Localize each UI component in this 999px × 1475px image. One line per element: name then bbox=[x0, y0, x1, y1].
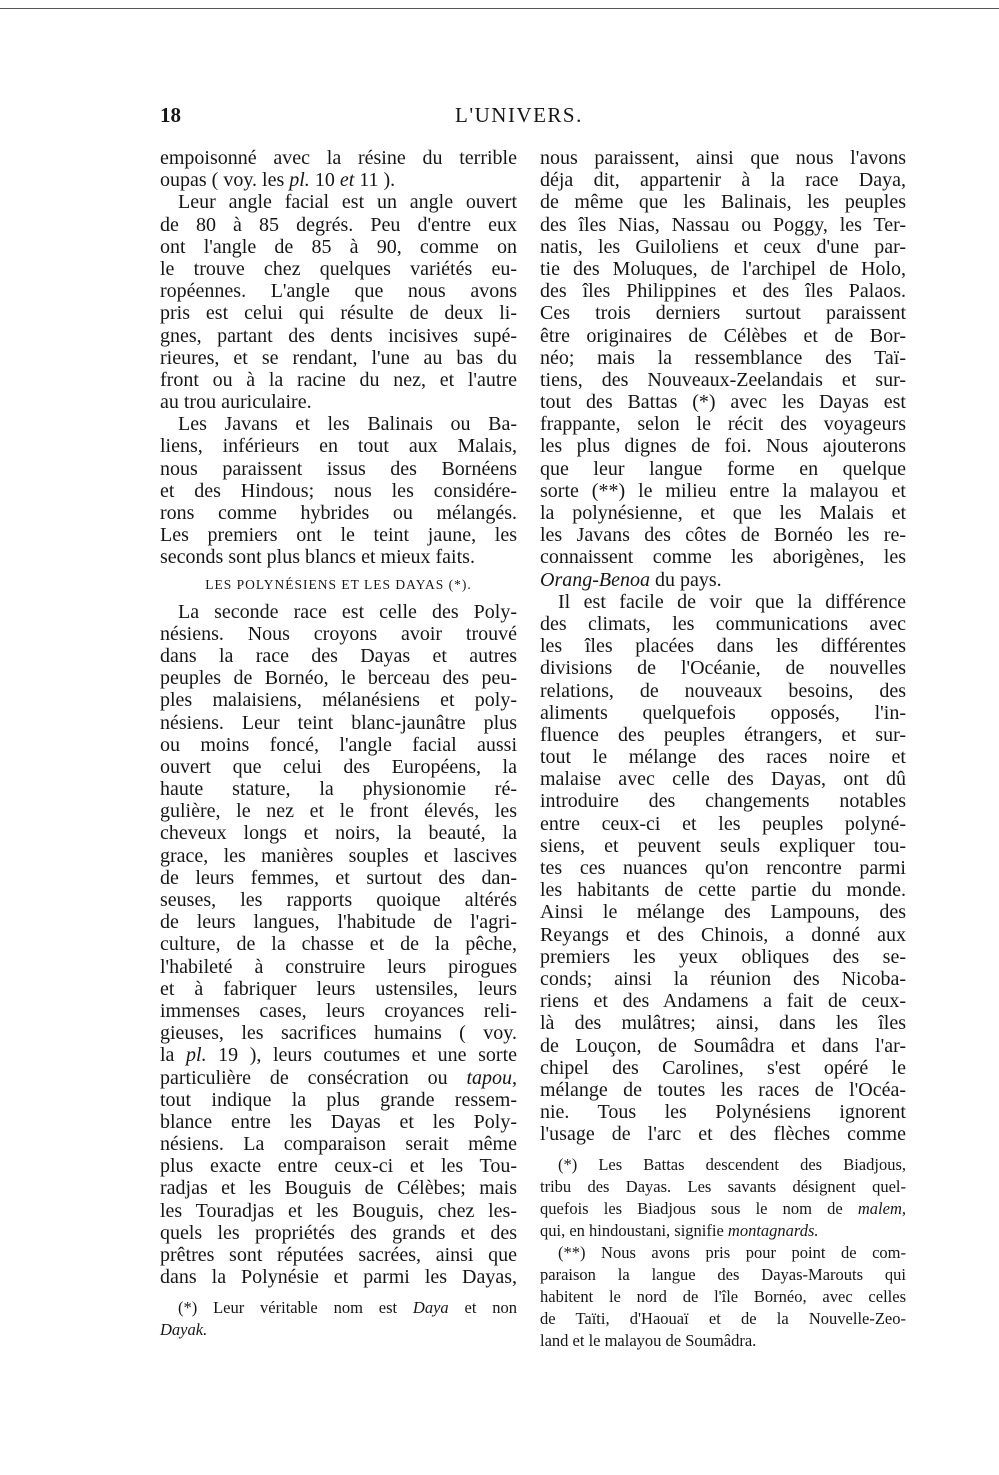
text-line: tiens, des Nouveaux-Zeelandais et sur- bbox=[540, 368, 906, 391]
text-line bbox=[540, 1220, 906, 1242]
text-line: des îles Nias, Nassau ou Poggy, les Ter- bbox=[540, 213, 906, 236]
text-line: de Taïti, d'Haouaï et de la Nouvelle-Zeo- bbox=[540, 1308, 906, 1328]
text-segment: 11 ). bbox=[354, 169, 396, 192]
text-line: fluence des peuples étrangers, et sur- bbox=[540, 723, 906, 746]
text-line: Ces trois derniers surtout paraissent bbox=[540, 302, 906, 325]
top-rule bbox=[0, 8, 999, 9]
text-line: Reyangs et des Chinois, a donné aux bbox=[540, 923, 906, 946]
italic-text: pl. bbox=[289, 169, 310, 192]
text-line: ouvert que celui des Européens, la bbox=[160, 755, 517, 778]
footnote bbox=[540, 1154, 906, 1242]
text-line bbox=[160, 169, 517, 191]
text-line: nésiens. Leur teint blanc-jaunâtre plus bbox=[160, 711, 517, 734]
text-line: dans la race des Dayas et autres bbox=[160, 644, 517, 667]
text-line: des climats, les communications avec bbox=[540, 612, 906, 635]
paragraph bbox=[160, 147, 517, 191]
text-line: grace, les manières souples et lascives bbox=[160, 844, 517, 867]
running-title: L'UNIVERS. bbox=[455, 103, 583, 127]
text-line: ont l'angle de 85 à 90, comme on bbox=[160, 235, 517, 258]
text-line: dans la Polynésie et parmi les Dayas, bbox=[160, 1266, 517, 1289]
italic-text: et bbox=[339, 169, 355, 192]
text-line: gnes, partant des dents incisives supé- bbox=[160, 324, 517, 347]
text-line: l'habileté à construire leurs pirogues bbox=[160, 955, 517, 978]
text-line: pris est celui qui résulte de deux li- bbox=[160, 302, 517, 325]
right-column bbox=[540, 147, 906, 1351]
text-line: divisions de l'Océanie, de nouvelles bbox=[540, 657, 906, 680]
text-line: être originaires de Célèbes et de Bor- bbox=[540, 324, 906, 347]
text-line bbox=[540, 569, 906, 591]
text-line: gieuses, les sacrifices humains ( voy. bbox=[160, 1022, 517, 1045]
text-segment: du pays. bbox=[649, 568, 722, 591]
italic-text: malem, bbox=[857, 1199, 906, 1219]
text-line: ropéennes. L'angle que nous avons bbox=[160, 280, 517, 303]
footnote bbox=[160, 1297, 517, 1341]
text-line: déja dit, appartenir à la race Daya, bbox=[540, 169, 906, 192]
text-line: introduire des changements notables bbox=[540, 790, 906, 813]
text-line: les Javans des côtes de Bornéo les re- bbox=[540, 524, 906, 547]
text-line: de leurs femmes, et surtout des dan- bbox=[160, 866, 517, 889]
text-line: nous paraissent issus des Bornéens bbox=[160, 457, 517, 480]
text-line: prêtres sont réputées sacrées, ainsi que bbox=[160, 1244, 517, 1266]
text-line bbox=[160, 1044, 517, 1066]
text-line: Leur angle facial est un angle ouvert bbox=[178, 191, 517, 214]
left-column bbox=[160, 147, 517, 1341]
text-line: entre ceux-ci et les peuples polyné- bbox=[540, 812, 906, 835]
text-line bbox=[160, 1067, 517, 1089]
text-line: nésiens. Nous croyons avoir trouvé bbox=[160, 622, 517, 645]
text-line: l'usage de l'arc et des flèches comme bbox=[540, 1123, 906, 1146]
italic-text: Orang-Benoa bbox=[540, 568, 650, 591]
text-line: front ou à la racine du nez, et l'autre bbox=[160, 368, 517, 391]
text-segment: oupas ( voy. les bbox=[160, 169, 290, 192]
text-line: de leurs langues, l'habitude de l'agri- bbox=[160, 911, 517, 934]
text-line: nie. Tous les Polynésiens ignorent bbox=[540, 1101, 906, 1124]
text-line: ples malaisiens, mélanésiens et poly- bbox=[160, 689, 517, 712]
text-line: paraison la langue des Dayas-Marouts qui bbox=[540, 1264, 906, 1284]
text-line: habitent le nord de l'île Bornéo, avec celles bbox=[540, 1286, 906, 1306]
text-line: quels les propriétés des grands et des bbox=[160, 1221, 517, 1244]
text-line: nésiens. La comparaison serait même bbox=[160, 1133, 517, 1156]
text-line: rons comme hybrides ou mélangés. bbox=[160, 502, 517, 524]
text-segment: et non bbox=[448, 1298, 517, 1318]
text-line: land et le malayou de Soumâdra. bbox=[540, 1330, 757, 1350]
text-line: Ainsi le mélange des Lampouns, des bbox=[540, 901, 906, 924]
italic-text: Daya bbox=[412, 1298, 449, 1318]
text-segment: qui, en hindoustani, signifie bbox=[540, 1221, 728, 1241]
text-segment: quefois les Biadjous sous le nom de bbox=[540, 1199, 858, 1219]
text-line: de 80 à 85 degrés. Peu d'entre eux bbox=[160, 213, 517, 236]
text-line: gulière, le nez et le front élevés, les bbox=[160, 800, 517, 823]
text-segment: 19 ), leurs coutumes et une sorte bbox=[206, 1044, 517, 1067]
text-line: blance entre les Dayas et les Poly- bbox=[160, 1110, 517, 1133]
text-segment: la bbox=[160, 1044, 187, 1067]
text-line: et des Hindous; nous les considére- bbox=[160, 479, 517, 502]
text-line: chipel des Carolines, s'est opéré le bbox=[540, 1056, 906, 1079]
text-line: rieures, et se rendant, l'une au bas du bbox=[160, 346, 517, 369]
text-line: des îles Philippines et des îles Palaos. bbox=[540, 280, 906, 303]
italic-text: montagnards. bbox=[727, 1221, 819, 1241]
italic-text: pl. bbox=[186, 1044, 207, 1067]
text-line: la polynésienne, et que les Malais et bbox=[540, 502, 906, 524]
paragraph bbox=[540, 591, 906, 1146]
text-line: La seconde race est celle des Poly- bbox=[178, 600, 517, 623]
text-segment: (*) Leur véritable nom est bbox=[178, 1298, 413, 1318]
footnotes bbox=[160, 1297, 517, 1341]
text-line bbox=[160, 1297, 517, 1319]
footnotes bbox=[540, 1154, 906, 1351]
text-line: néo; mais la ressemblance des Taï- bbox=[540, 346, 906, 369]
text-line: haute stature, la physionomie ré- bbox=[160, 778, 517, 801]
text-line: tout indique la plus grande ressem- bbox=[160, 1088, 517, 1111]
text-line: les Touradjas et les Bouguis, chez les- bbox=[160, 1199, 517, 1222]
text-line: empoisonné avec la résine du terrible bbox=[160, 147, 517, 169]
text-line: seuses, les rapports quoique altérés bbox=[160, 889, 517, 911]
section-heading: LES POLYNÉSIENS ET LES DAYAS (*). bbox=[205, 576, 472, 592]
paragraph bbox=[540, 147, 906, 591]
text-line: conds; ainsi la réunion des Nicoba- bbox=[540, 967, 906, 990]
text-line: mélange de toutes les races de l'Océa- bbox=[540, 1078, 906, 1101]
text-line: Il est facile de voir que la différence bbox=[558, 590, 906, 613]
text-line: siens, et peuvent seuls expliquer tou- bbox=[540, 834, 906, 857]
text-segment: particulière de consécration ou bbox=[160, 1066, 467, 1089]
text-line: tout le mélange des races noire et bbox=[540, 746, 906, 769]
text-line: là des mulâtres; ainsi, dans les îles bbox=[540, 1012, 906, 1035]
text-line: malaise avec celle des Dayas, ont dû bbox=[540, 768, 906, 791]
text-line: riens et des Andamens a fait de ceux- bbox=[540, 990, 906, 1013]
text-line: tribu des Dayas. Les savants désignent quel- bbox=[540, 1177, 906, 1197]
text-line bbox=[540, 1198, 906, 1220]
text-line: tout des Battas (*) avec les Dayas est bbox=[540, 391, 906, 414]
text-line: de Louçon, de Soumâdra et dans l'ar- bbox=[540, 1034, 906, 1057]
text-line: ou moins foncé, l'angle facial aussi bbox=[160, 733, 517, 756]
text-line: Les Javans et les Balinais ou Ba- bbox=[178, 413, 517, 436]
text-line: (*) Les Battas descendent des Biadjous, bbox=[558, 1155, 906, 1175]
text-line: tie des Moluques, de l'archipel de Holo, bbox=[540, 257, 906, 280]
text-line: peuples de Bornéo, le berceau des peu- bbox=[160, 667, 517, 690]
text-line: seconds sont plus blancs et mieux faits. bbox=[160, 546, 475, 569]
text-line: les îles placées dans les différentes bbox=[540, 635, 906, 658]
italic-text: tapou, bbox=[466, 1066, 517, 1089]
text-line: frappante, selon le récit des voyageurs bbox=[540, 413, 906, 436]
text-line: culture, de la chasse et de la pêche, bbox=[160, 933, 517, 956]
text-line: aliments quelquefois opposés, l'in- bbox=[540, 701, 906, 724]
text-line: et à fabriquer leurs ustensiles, leurs bbox=[160, 977, 517, 1000]
text-line: premiers les yeux obliques des se- bbox=[540, 945, 906, 968]
text-line: sorte (**) le milieu entre la malayou et bbox=[540, 479, 906, 502]
text-line: de même que les Balinais, les peuples bbox=[540, 191, 906, 214]
paragraph bbox=[160, 601, 517, 1289]
footnote bbox=[540, 1242, 906, 1351]
text-line: que leur langue forme en quelque bbox=[540, 457, 906, 480]
page-number: 18 bbox=[160, 103, 181, 127]
text-line: natis, les Guiloliens et ceux d'une par- bbox=[540, 235, 906, 258]
paragraph bbox=[160, 191, 517, 413]
text-line: liens, inférieurs en tout aux Malais, bbox=[160, 435, 517, 458]
paragraph bbox=[160, 413, 517, 568]
text-line: tes ces nuances qu'on rencontre parmi bbox=[540, 857, 906, 879]
text-line: les habitants de cette partie du monde. bbox=[540, 879, 906, 902]
text-line: plus exacte entre ceux-ci et les Tou- bbox=[160, 1155, 517, 1178]
text-line bbox=[160, 1319, 517, 1341]
text-line: nous paraissent, ainsi que nous l'avons bbox=[540, 147, 906, 169]
text-line: le trouve chez quelques variétés eu- bbox=[160, 257, 517, 280]
text-line: cheveux longs et noirs, la beauté, la bbox=[160, 822, 517, 845]
italic-text: Dayak. bbox=[160, 1320, 208, 1340]
text-segment: 10 bbox=[309, 169, 340, 192]
text-line: Les premiers ont le teint jaune, les bbox=[160, 524, 517, 547]
text-line: immenses cases, leurs croyances reli- bbox=[160, 999, 517, 1022]
text-line: (**) Nous avons pris pour point de com- bbox=[558, 1243, 906, 1262]
text-line: connaissent comme les aborigènes, les bbox=[540, 546, 906, 569]
text-line: au trou auriculaire. bbox=[160, 391, 312, 414]
text-line: les plus dignes de foi. Nous ajouterons bbox=[540, 435, 906, 458]
text-line: radjas et les Bouguis de Célèbes; mais bbox=[160, 1177, 517, 1200]
text-line: relations, de nouveaux besoins, des bbox=[540, 679, 906, 702]
